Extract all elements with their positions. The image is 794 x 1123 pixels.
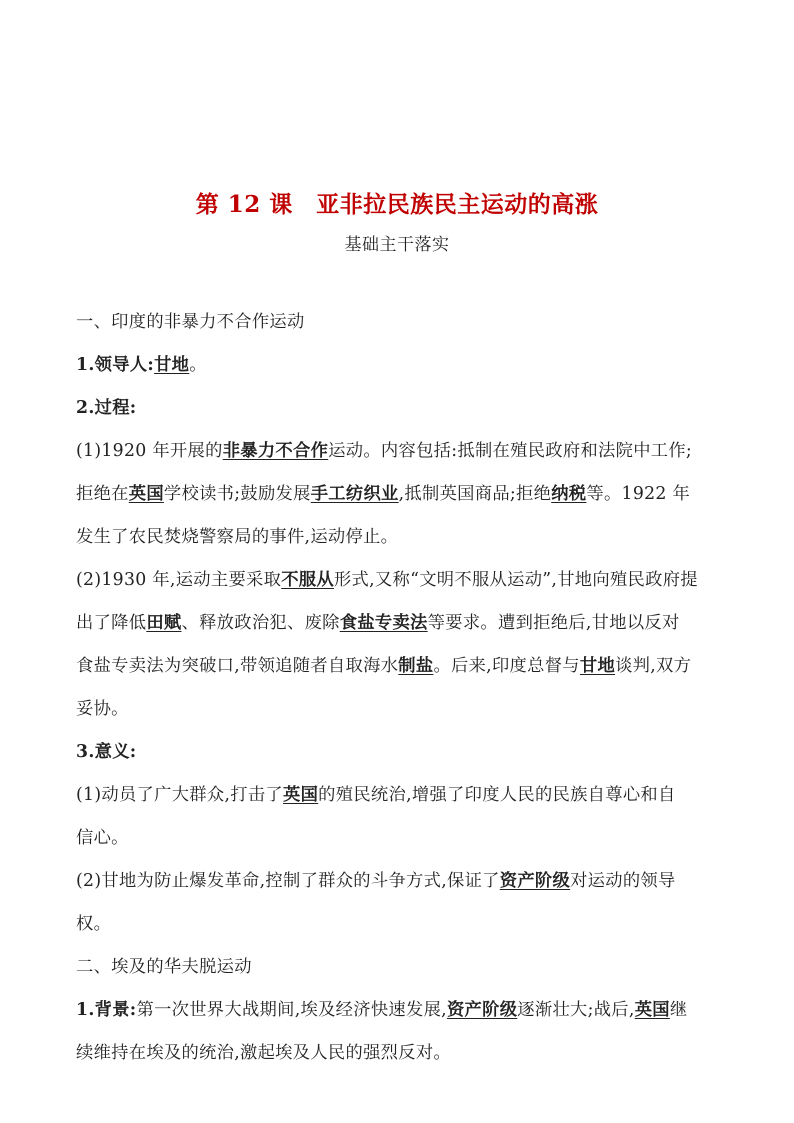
text-run: 等要求。遭到拒绝后,甘地以反对: [427, 613, 680, 633]
key-term: 英国: [283, 785, 319, 805]
process-p1-line1: [76, 437, 722, 466]
significance-label: [76, 738, 722, 767]
significance-p2-line2: 权。: [76, 914, 112, 934]
significance-p1-line2: 信心。: [76, 828, 129, 848]
text-run: 形式,又称“文明不服从运动”,甘地向殖民政府提: [333, 570, 698, 590]
text-run: 运动。内容包括:抵制在殖民政府和法院中工作;: [328, 441, 693, 461]
text-run: (1)1920 年开展的: [76, 441, 223, 461]
section-heading-egypt: 二、埃及的华夫脱运动: [76, 957, 252, 977]
text-run: 逐渐壮大;战后,: [517, 1000, 635, 1020]
leader-answer: 甘地: [154, 355, 190, 375]
text-run: 。后来,印度总督与: [433, 656, 580, 676]
text-run: 、释放政治犯、废除: [181, 613, 340, 633]
key-term: 食盐专卖法: [339, 613, 428, 633]
text-run: (2)1930 年,运动主要采取: [76, 570, 282, 590]
background-label: 1.背景:: [76, 1000, 137, 1020]
text-run: (1)动员了广大群众,打击了: [76, 785, 283, 805]
text-run: 的殖民统治,增强了印度人民的民族自尊心和自: [318, 785, 676, 805]
text-run: 出了降低: [76, 613, 147, 633]
text-run: 第一次世界大战期间,埃及经济快速发展,: [136, 1000, 447, 1020]
text-run: 谈判,双方: [615, 656, 692, 676]
text-run: (2)甘地为防止爆发革命,控制了群众的斗争方式,保证了: [76, 871, 500, 891]
text-run: 继: [669, 1000, 688, 1020]
key-term: 不服从: [281, 570, 334, 590]
key-term: 纳税: [551, 484, 587, 504]
process-p2-line1: [76, 566, 722, 595]
leader-tail: 。: [189, 355, 207, 375]
section-heading-india: 一、印度的非暴力不合作运动: [76, 312, 305, 332]
text-run: 学校读书;鼓励发展: [163, 484, 311, 504]
text-run: 拒绝在: [76, 484, 129, 504]
lesson-title: 第 12 课 亚非拉民族民主运动的高涨: [195, 191, 599, 218]
key-term: 资产阶级: [499, 871, 571, 891]
process-p2-line4: 妥协。: [76, 699, 129, 719]
section-subtitle: 基础主干落实: [344, 235, 450, 255]
text-run: 对运动的领导: [570, 871, 676, 891]
key-term: 甘地: [579, 656, 616, 676]
significance-label-text: 3.意义:: [76, 742, 137, 762]
key-term: 制盐: [398, 656, 434, 676]
leader-line: [76, 351, 722, 380]
key-term: 田赋: [146, 613, 182, 633]
text-run: 食盐专卖法为突破口,带领追随者自取海水: [76, 656, 399, 676]
process-p1-line2: [76, 480, 722, 509]
process-label-text: 2.过程:: [76, 398, 137, 418]
background-line1: [76, 996, 722, 1025]
key-term: 资产阶级: [446, 1000, 518, 1020]
key-term: 英国: [128, 484, 164, 504]
text-run: 等。1922 年: [586, 484, 691, 504]
process-p1-line3: 发生了农民焚烧警察局的事件,运动停止。: [76, 527, 399, 547]
document-body: [76, 308, 722, 1068]
key-term: 非暴力不合作: [222, 441, 329, 461]
process-p2-line2: [76, 609, 722, 638]
key-term: 英国: [634, 1000, 670, 1020]
process-p2-line3: [76, 652, 722, 681]
significance-p1-line1: [76, 781, 722, 810]
text-run: ,抵制英国商品;拒绝: [398, 484, 552, 504]
background-line2: 续维持在埃及的统治,激起埃及人民的强烈反对。: [76, 1043, 452, 1063]
key-term: 手工纺织业: [310, 484, 399, 504]
significance-p2-line1: [76, 867, 722, 896]
process-label: [76, 394, 722, 423]
leader-label: 1.领导人:: [76, 355, 155, 375]
